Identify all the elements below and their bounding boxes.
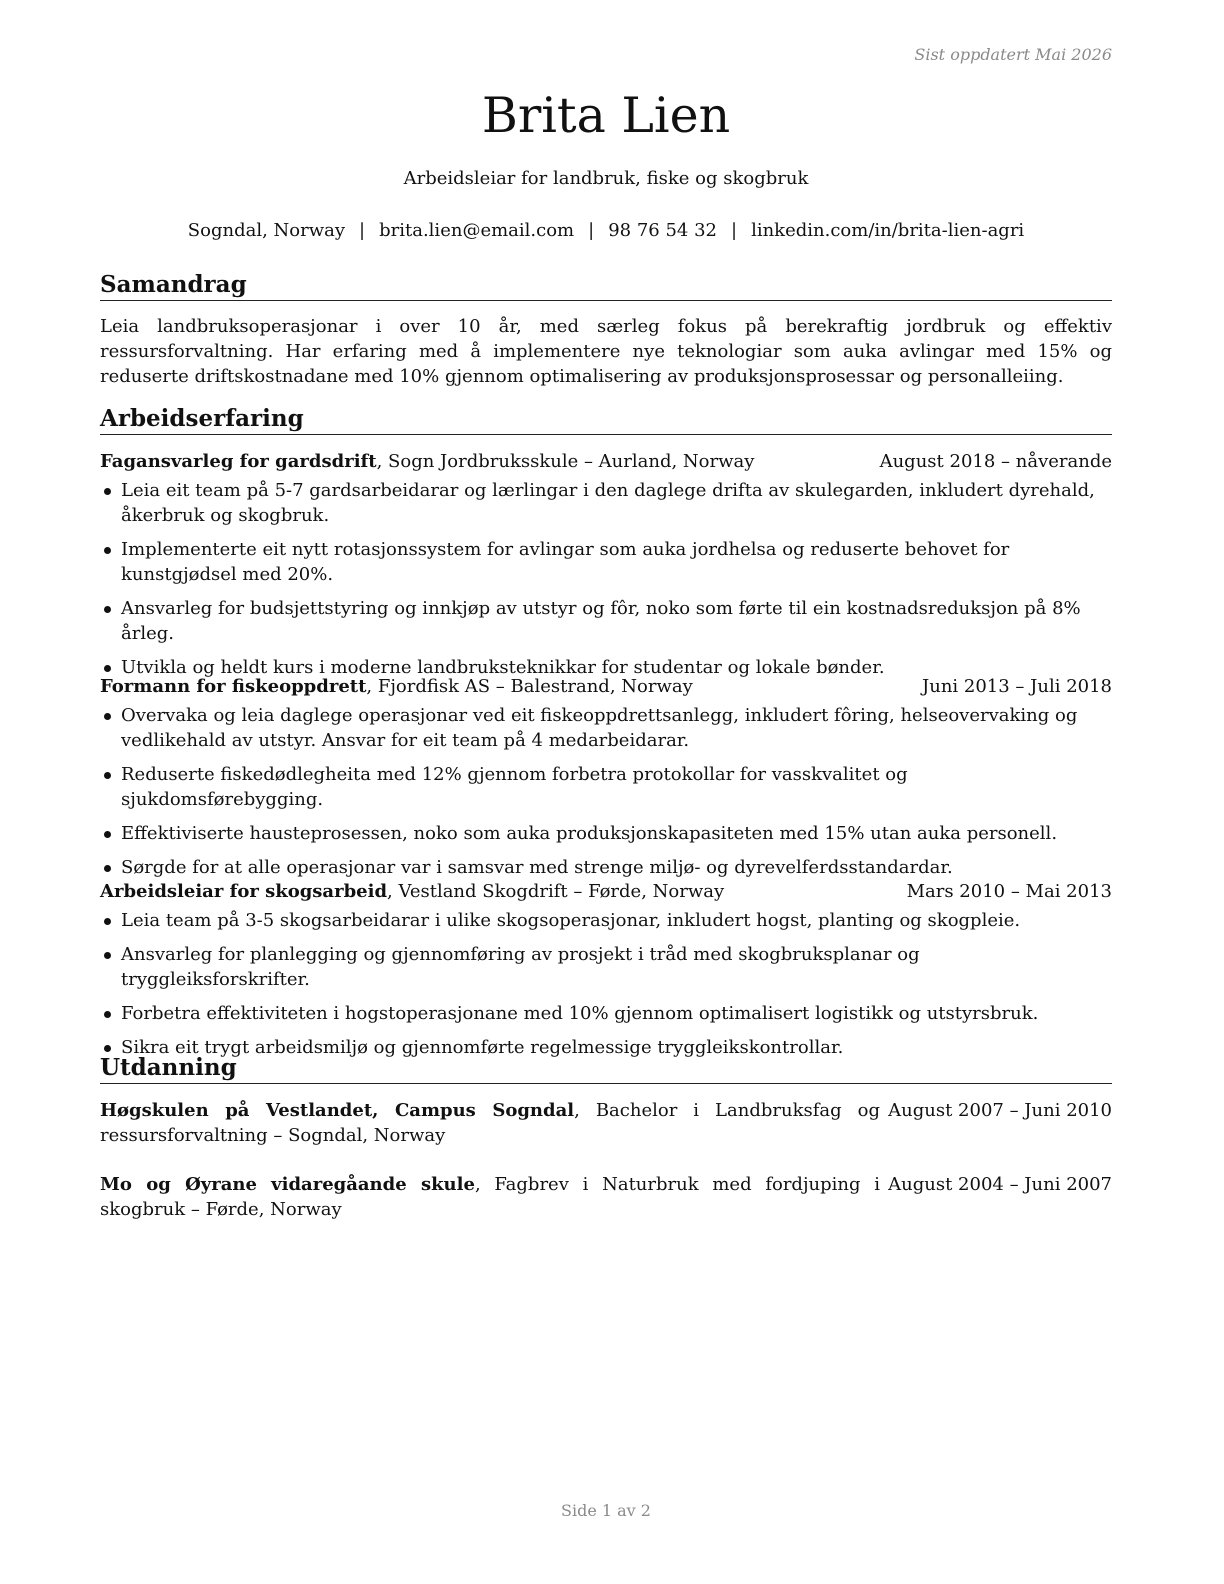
contact-location: Sogndal, Norway	[187, 220, 346, 241]
candidate-name: Brita Lien	[481, 87, 731, 144]
summary-heading: Samandrag	[100, 271, 1112, 301]
job-bullet: Leia team på 3-5 skogsarbeidarar i ulike skogsoperasjonar, inkludert hogst, planting og skogpleie.	[100, 908, 1112, 933]
contact-linkedin[interactable]: linkedin.com/in/brita-lien-agri	[751, 220, 1025, 241]
job-dates: Mars 2010 – Mai 2013	[906, 881, 1112, 902]
education-detail: , Fagbrev i Naturbruk med fordjuping i skogbruk – Førde, Norway	[100, 1174, 881, 1220]
job-bullet: Ansvarleg for planlegging og gjennomføring av prosjekt i tråd med skogbruksplanar og tryggleiksforskrifter.	[100, 942, 1112, 992]
education-school: Høgskulen på Vestlandet, Campus Sogndal	[100, 1100, 575, 1121]
job-bullet: Ansvarleg for budsjettstyring og innkjøp av utstyr og fôr, noko som førte til ein kostnadsreduksjon på 8% årleg.	[100, 596, 1112, 646]
contact-separator: |	[588, 220, 595, 241]
job-bullet: Leia eit team på 5-7 gardsarbeidarar og lærlingar i den daglege drifta av skulegarden, inkludert dyrehald, åkerbruk og skogbruk.	[100, 478, 1112, 528]
contact-email[interactable]: brita.lien@email.com	[379, 220, 575, 241]
job-bullet: Forbetra effektiviteten i hogstoperasjonane med 10% gjennom optimalisert logistikk og utstyrsbruk.	[100, 1001, 1112, 1026]
education-text	[100, 1172, 880, 1222]
job-bullet: Implementerte eit nytt rotasjonssystem for avlingar som auka jordhelsa og reduserte behovet for kunstgjødsel med 20%.	[100, 537, 1112, 587]
job-bullets	[100, 908, 1112, 1060]
page-number: Side 1 av 2	[561, 1501, 651, 1520]
job-headline: Arbeidsleiar for landbruk, fiske og skogbruk	[403, 168, 809, 189]
education-text	[100, 1098, 880, 1148]
experience-heading: Arbeidserfaring	[100, 405, 1112, 435]
resume-page	[100, 0, 1112, 1584]
job-role	[100, 449, 754, 474]
job-role	[100, 674, 693, 699]
job-bullet: Sikra eit trygt arbeidsmiljø og gjennomførte regelmessige tryggleikskontrollar.	[100, 1035, 1112, 1060]
job-header	[100, 449, 1112, 474]
job-bullet: Effektiviserte hausteprosessen, noko som auka produksjonskapasiteten med 15% utan auka personell.	[100, 821, 1112, 846]
last-updated: Sist oppdatert Mai 2026	[914, 45, 1112, 64]
education-entry	[100, 1098, 1112, 1148]
job-employer: , Vestland Skogdrift – Førde, Norway	[387, 881, 725, 902]
job-header	[100, 879, 1112, 904]
job-title: Fagansvarleg for gardsdrift	[100, 451, 377, 472]
job-bullet: Sørgde for at alle operasjonar var i samsvar med strenge miljø- og dyrevelferdsstandardar.	[100, 855, 1112, 880]
summary-text: Leia landbruksoperasjonar i over 10 år, med særleg fokus på berekraftig jordbruk og effektiv ressursforvaltning. Har erfaring med å implementere nye teknologiar som auka avlingar med 15% og reduserte driftskostnadane med 10% gjennom optimalisering av produksjonsprosessar og personalleiing.	[100, 316, 1112, 387]
contact-separator: |	[359, 220, 366, 241]
job-header	[100, 674, 1112, 699]
education-dates: August 2004 – Juni 2007	[888, 1174, 1112, 1195]
education-school: Mo og Øyrane vidaregåande skule	[100, 1174, 475, 1195]
contact-separator: |	[731, 220, 738, 241]
education-heading: Utdanning	[100, 1054, 1112, 1084]
job-role	[100, 879, 724, 904]
job-entry	[100, 449, 1112, 689]
education-dates: August 2007 – Juni 2010	[888, 1100, 1112, 1121]
contact-phone: 98 76 54 32	[608, 220, 717, 241]
job-title: Arbeidsleiar for skogsarbeid	[100, 881, 388, 902]
job-dates: August 2018 – nåverande	[879, 451, 1112, 472]
job-title: Formann for fiskeoppdrett	[100, 676, 367, 697]
job-bullet: Utvikla og heldt kurs i moderne landbruksteknikkar for studentar og lokale bønder.	[100, 655, 1112, 680]
job-entry	[100, 879, 1112, 1069]
job-bullet: Overvaka og leia daglege operasjonar ved eit fiskeoppdrettsanlegg, inkludert fôring, helseovervaking og vedlikehald av utstyr. Ansvar for eit team på 4 medarbeidarar.	[100, 703, 1112, 753]
job-dates: Juni 2013 – Juli 2018	[922, 676, 1112, 697]
job-entry	[100, 674, 1112, 889]
job-employer: , Fjordfisk AS – Balestrand, Norway	[366, 676, 693, 697]
job-bullets	[100, 478, 1112, 680]
education-entry	[100, 1172, 1112, 1222]
contact-line	[100, 219, 1112, 243]
job-bullets	[100, 703, 1112, 880]
job-employer: , Sogn Jordbruksskule – Aurland, Norway	[376, 451, 755, 472]
education-detail: , Bachelor i Landbruksfag og ressursforvaltning – Sogndal, Norway	[100, 1100, 880, 1146]
job-bullet: Reduserte fiskedødlegheita med 12% gjennom forbetra protokollar for vasskvalitet og sjukdomsførebygging.	[100, 762, 1112, 812]
